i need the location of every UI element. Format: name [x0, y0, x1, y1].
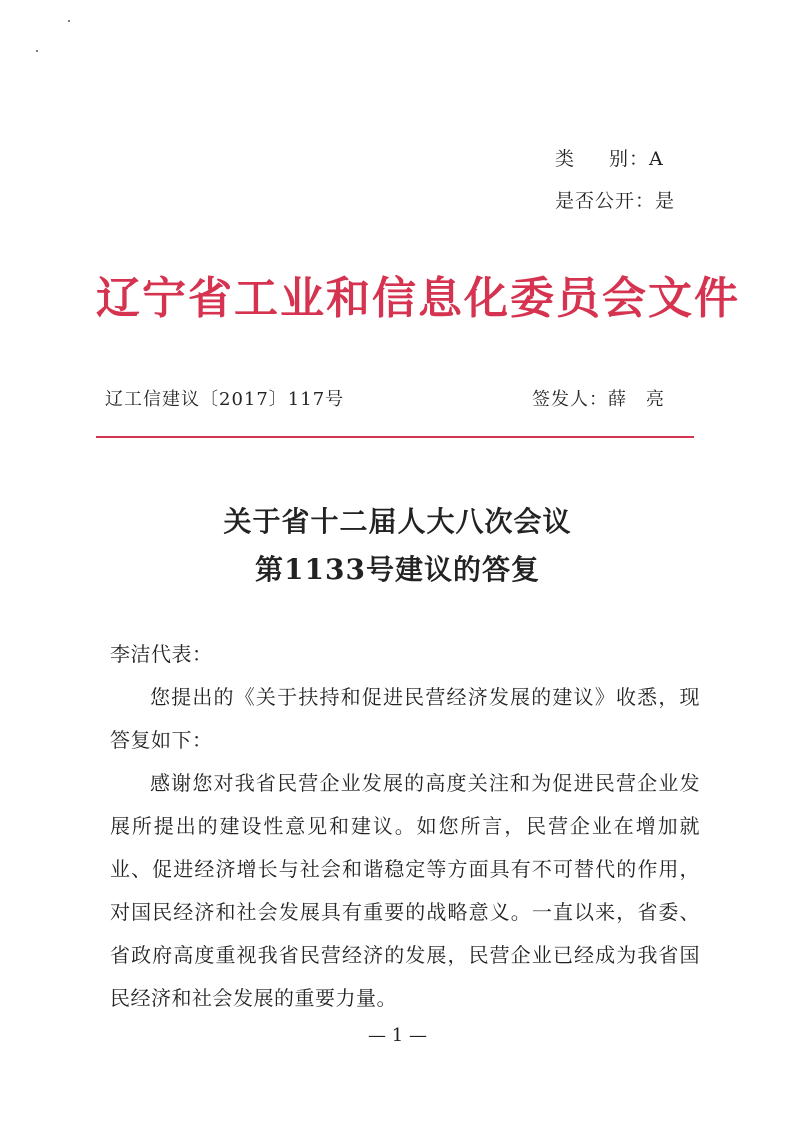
document-title-line-2: 第1133号建议的答复: [255, 553, 540, 586]
document-title-line-1: 关于省十二届人大八次会议: [223, 505, 572, 538]
red-divider: [96, 436, 694, 438]
public-label: 是否公开：: [555, 190, 656, 212]
signer-label: 签发人：: [532, 389, 608, 410]
issuer-title: 辽宁省工业和信息化委员会文件: [96, 273, 740, 324]
public-value: 是: [655, 190, 676, 212]
body-paragraph: 您提出的《关于扶持和促进民营经济发展的建议》收悉，现答复如下：: [110, 685, 700, 752]
scan-speck: [68, 20, 70, 22]
page-number: — 1 —: [368, 1025, 427, 1046]
salutation: 李洁代表：: [110, 642, 213, 666]
body-paragraph: 感谢您对我省民营企业发展的高度关注和为促进民营企业发展所提出的建设性意见和建议。如您所言，民营企业在增加就业、促进经济增长与社会和谐稳定等方面具有不可替代的作用，对国民经济和社会发展具有重要的战略意义。一直以来，省委、省政府高度重视我省民营经济的发展，民营企业已经成为我省国民经济和社会发展的重要力量。: [110, 771, 700, 1010]
signer-name: 薛 亮: [608, 389, 665, 410]
document-number: 辽工信建议〔2017〕117号: [105, 389, 345, 410]
category-label: 类: [555, 148, 576, 170]
category-value: A: [649, 148, 664, 170]
category-label-2: 别：: [609, 148, 650, 170]
category-line: [555, 144, 664, 171]
public-line: [555, 186, 675, 213]
signer: [532, 385, 665, 411]
scan-speck: [36, 50, 38, 52]
document-body: [110, 633, 700, 1020]
